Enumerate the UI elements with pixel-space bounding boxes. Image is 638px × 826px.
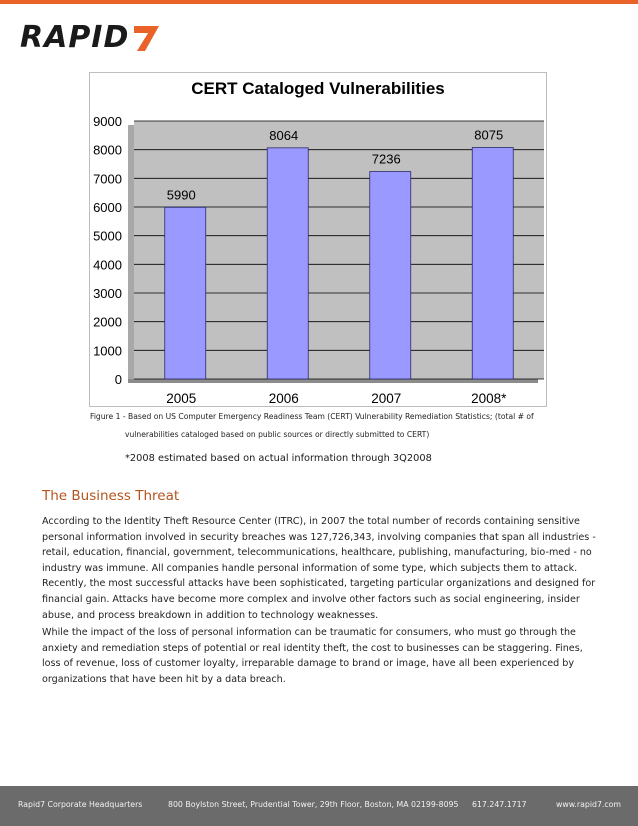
plot-side-wall xyxy=(128,125,134,383)
paragraph-line: Recently, the most successful attacks have been sophisticated, targeting particular organizations and designed for xyxy=(42,578,596,590)
footer-website-link[interactable]: www.rapid7.com xyxy=(556,800,622,809)
chart-container xyxy=(89,72,547,407)
logo-seven-icon xyxy=(131,23,161,53)
rapid7-logo xyxy=(20,18,161,58)
footer-phone: 617.247.1717 xyxy=(472,800,527,809)
bar xyxy=(267,148,308,379)
bar xyxy=(370,172,411,379)
y-tick-label: 4000 xyxy=(93,257,122,273)
x-tick-label: 2007 xyxy=(371,391,402,406)
y-tick-label: 5000 xyxy=(93,228,122,244)
x-tick-label: 2008* xyxy=(471,391,507,406)
footer-bar xyxy=(0,786,638,826)
paragraph-line: industry was immune. All companies handle personal information of some type, which subjects them to attack. xyxy=(42,562,578,574)
bar xyxy=(165,207,206,379)
data-label: 7236 xyxy=(371,151,401,167)
paragraph-line: anxiety and remediation steps of potential or real identity theft, the cost to businesses can be staggering. Fines, xyxy=(42,642,583,654)
data-label: 8064 xyxy=(269,127,299,143)
paragraph-line: abuse, and process breakdown in addition to technology weaknesses. xyxy=(42,609,379,621)
y-tick-label: 9000 xyxy=(93,114,122,129)
data-label: 5990 xyxy=(166,187,196,203)
y-tick-label: 0 xyxy=(114,372,122,387)
top-accent-bar xyxy=(0,0,638,4)
paragraph-line: According to the Identity Theft Resource Center (ITRC), in 2007 the total number of records containing sensitive xyxy=(42,516,580,527)
y-tick-label: 3000 xyxy=(93,286,122,301)
figure-caption-line1: Figure 1 - Based on US Computer Emergency Readiness Team (CERT) Vulnerability Remediation Statistics; (total # of xyxy=(90,412,534,421)
paragraph-line: financial gain. Attacks have become more complex and involve other factors such as social engineering, insider xyxy=(42,593,580,605)
data-label: 8075 xyxy=(474,127,504,143)
footer-address: 800 Boylston Street, Prudential Tower, 29th Floor, Boston, MA 02199-8095 xyxy=(168,800,459,809)
footer-company: Rapid7 Corporate Headquarters xyxy=(18,800,143,809)
x-tick-label: 2005 xyxy=(166,391,197,406)
paragraph-line: While the impact of the loss of personal information can be traumatic for consumers, who must go through the xyxy=(42,627,576,638)
paragraph-line: personal information involved in security breaches was 127,726,343, involving companies that span all industries - xyxy=(42,531,596,543)
y-tick-label: 6000 xyxy=(93,200,122,215)
logo-wordmark: RAPID xyxy=(20,20,130,55)
paragraph-line: organizations that have been hit by a data breach. xyxy=(42,673,286,685)
estimate-note: *2008 estimated based on actual information through 3Q2008 xyxy=(125,453,432,464)
y-tick-label: 8000 xyxy=(93,142,122,158)
plot-floor xyxy=(128,379,538,383)
y-tick-label: 1000 xyxy=(93,343,122,359)
paragraph-1 xyxy=(42,514,594,623)
section-heading: The Business Threat xyxy=(42,488,180,504)
chart-title: CERT Cataloged Vulnerabilities xyxy=(191,79,445,98)
y-tick-label: 7000 xyxy=(93,171,122,187)
paragraph-line: retail, education, financial, government, telecommunications, healthcare, publishing, manufacturing, bio-med - no xyxy=(42,547,592,559)
paragraph-line: loss of revenue, loss of customer loyalty, irreparable damage to brand or image, have all been experienced by xyxy=(42,658,575,670)
paragraph-2 xyxy=(42,625,594,687)
bar xyxy=(472,148,513,379)
x-tick-label: 2006 xyxy=(268,391,299,406)
bar-chart xyxy=(90,73,546,406)
figure-caption-line2: vulnerabilities cataloged based on public sources or directly submitted to CERT) xyxy=(125,430,430,439)
y-tick-label: 2000 xyxy=(93,314,122,330)
